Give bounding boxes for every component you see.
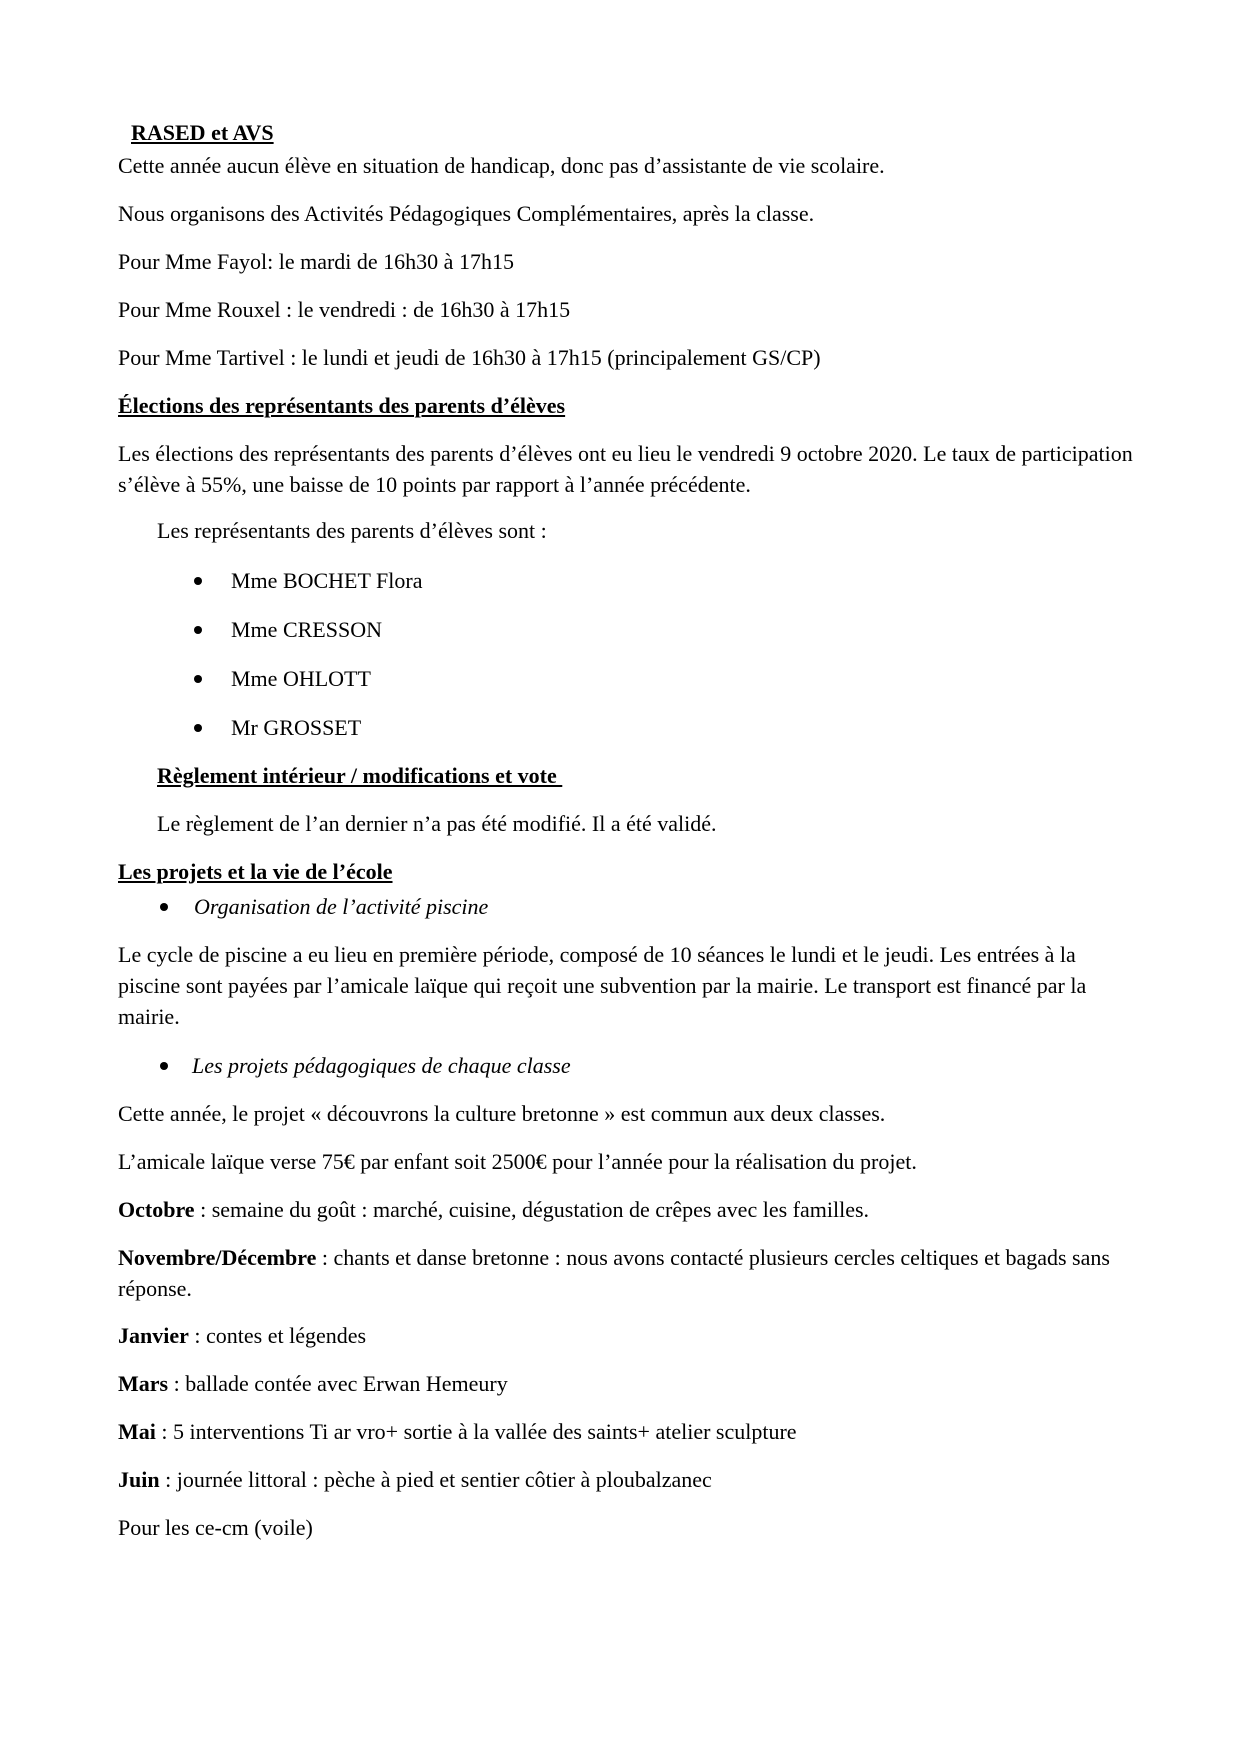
list-item [0, 712, 1240, 743]
paragraph: Pour les ce-cm (voile) [118, 1515, 313, 1540]
list-item-text: Mr GROSSET [231, 715, 362, 740]
schedule-line: Pour Mme Tartivel : le lundi et jeudi de 16h30 à 17h15 (principalement GS/CP) [118, 345, 821, 370]
paragraph: Cette année aucun élève en situation de handicap, donc pas d’assistante de vie scolaire. [118, 153, 885, 178]
schedule-line: Pour Mme Fayol: le mardi de 16h30 à 17h15 [118, 249, 514, 274]
month-text: : journée littoral : pèche à pied et sentier côtier à ploubalzanec [159, 1467, 712, 1492]
month-entry [118, 1464, 1138, 1495]
month-label: Juin [118, 1467, 160, 1492]
month-text: : contes et légendes [188, 1323, 367, 1348]
bullet-icon [160, 1062, 168, 1070]
list-item [0, 565, 1240, 596]
month-entry [118, 1368, 1138, 1399]
bullet-icon [194, 577, 202, 585]
paragraph: Les élections des représentants des parents d’élèves ont eu lieu le vendredi 9 octobre 2020. Le taux de participation s’élève à 55%, une baisse de 10 points par rapport à l’année précédente. [118, 441, 1133, 497]
bullet-icon [194, 675, 202, 683]
paragraph: Le cycle de piscine a eu lieu en première période, composé de 10 séances le lundi et le jeudi. Les entrées à la piscine sont payées par l’amicale laïque qui reçoit une subvention par la mairie. Le transport est financé par la mairie. [118, 942, 1087, 1029]
month-entry [118, 1242, 1138, 1304]
section-title-projets: Les projets et la vie de l’école [118, 859, 393, 884]
month-label: Novembre/Décembre [118, 1245, 317, 1270]
month-text: : chants et danse bretonne : nous avons contacté plusieurs cercles celtiques et bagads sans réponse. [118, 1245, 1110, 1301]
month-text: : semaine du goût : marché, cuisine, dégustation de crêpes avec les familles. [194, 1197, 870, 1222]
bullet-icon [194, 724, 202, 732]
list-item-text: Mme CRESSON [231, 617, 382, 642]
month-label: Mai [118, 1419, 156, 1444]
bullet-icon [160, 903, 168, 911]
list-item [0, 1050, 1240, 1081]
month-entry [118, 1194, 1138, 1225]
paragraph: Cette année, le projet « découvrons la culture bretonne » est commun aux deux classes. [118, 1101, 886, 1126]
month-text: : 5 interventions Ti ar vro+ sortie à la vallée des saints+ atelier sculpture [155, 1419, 797, 1444]
section-title-reglement: Règlement intérieur / modifications et vote [157, 763, 563, 788]
list-item [0, 663, 1240, 694]
month-entry [118, 1320, 1138, 1351]
bullet-icon [194, 626, 202, 634]
paragraph: Les représentants des parents d’élèves sont : [157, 518, 547, 543]
section-title-rased: RASED et AVS [131, 120, 274, 145]
subsection-title: Les projets pédagogiques de chaque classe [192, 1053, 571, 1078]
list-item-text: Mme OHLOTT [231, 666, 371, 691]
section-title-elections: Élections des représentants des parents d’élèves [118, 393, 566, 418]
month-label: Janvier [118, 1323, 189, 1348]
list-item [0, 891, 1240, 922]
month-entry [118, 1416, 1138, 1447]
subsection-title: Organisation de l’activité piscine [194, 894, 489, 919]
month-label: Mars [118, 1371, 169, 1396]
paragraph: L’amicale laïque verse 75€ par enfant soit 2500€ pour l’année pour la réalisation du projet. [118, 1149, 917, 1174]
list-item [0, 614, 1240, 645]
month-label: Octobre [118, 1197, 195, 1222]
paragraph: Le règlement de l’an dernier n’a pas été modifié. Il a été validé. [157, 811, 717, 836]
list-item-text: Mme BOCHET Flora [231, 568, 423, 593]
schedule-line: Pour Mme Rouxel : le vendredi : de 16h30 à 17h15 [118, 297, 571, 322]
month-text: : ballade contée avec Erwan Hemeury [168, 1371, 508, 1396]
paragraph: Nous organisons des Activités Pédagogiques Complémentaires, après la classe. [118, 201, 815, 226]
